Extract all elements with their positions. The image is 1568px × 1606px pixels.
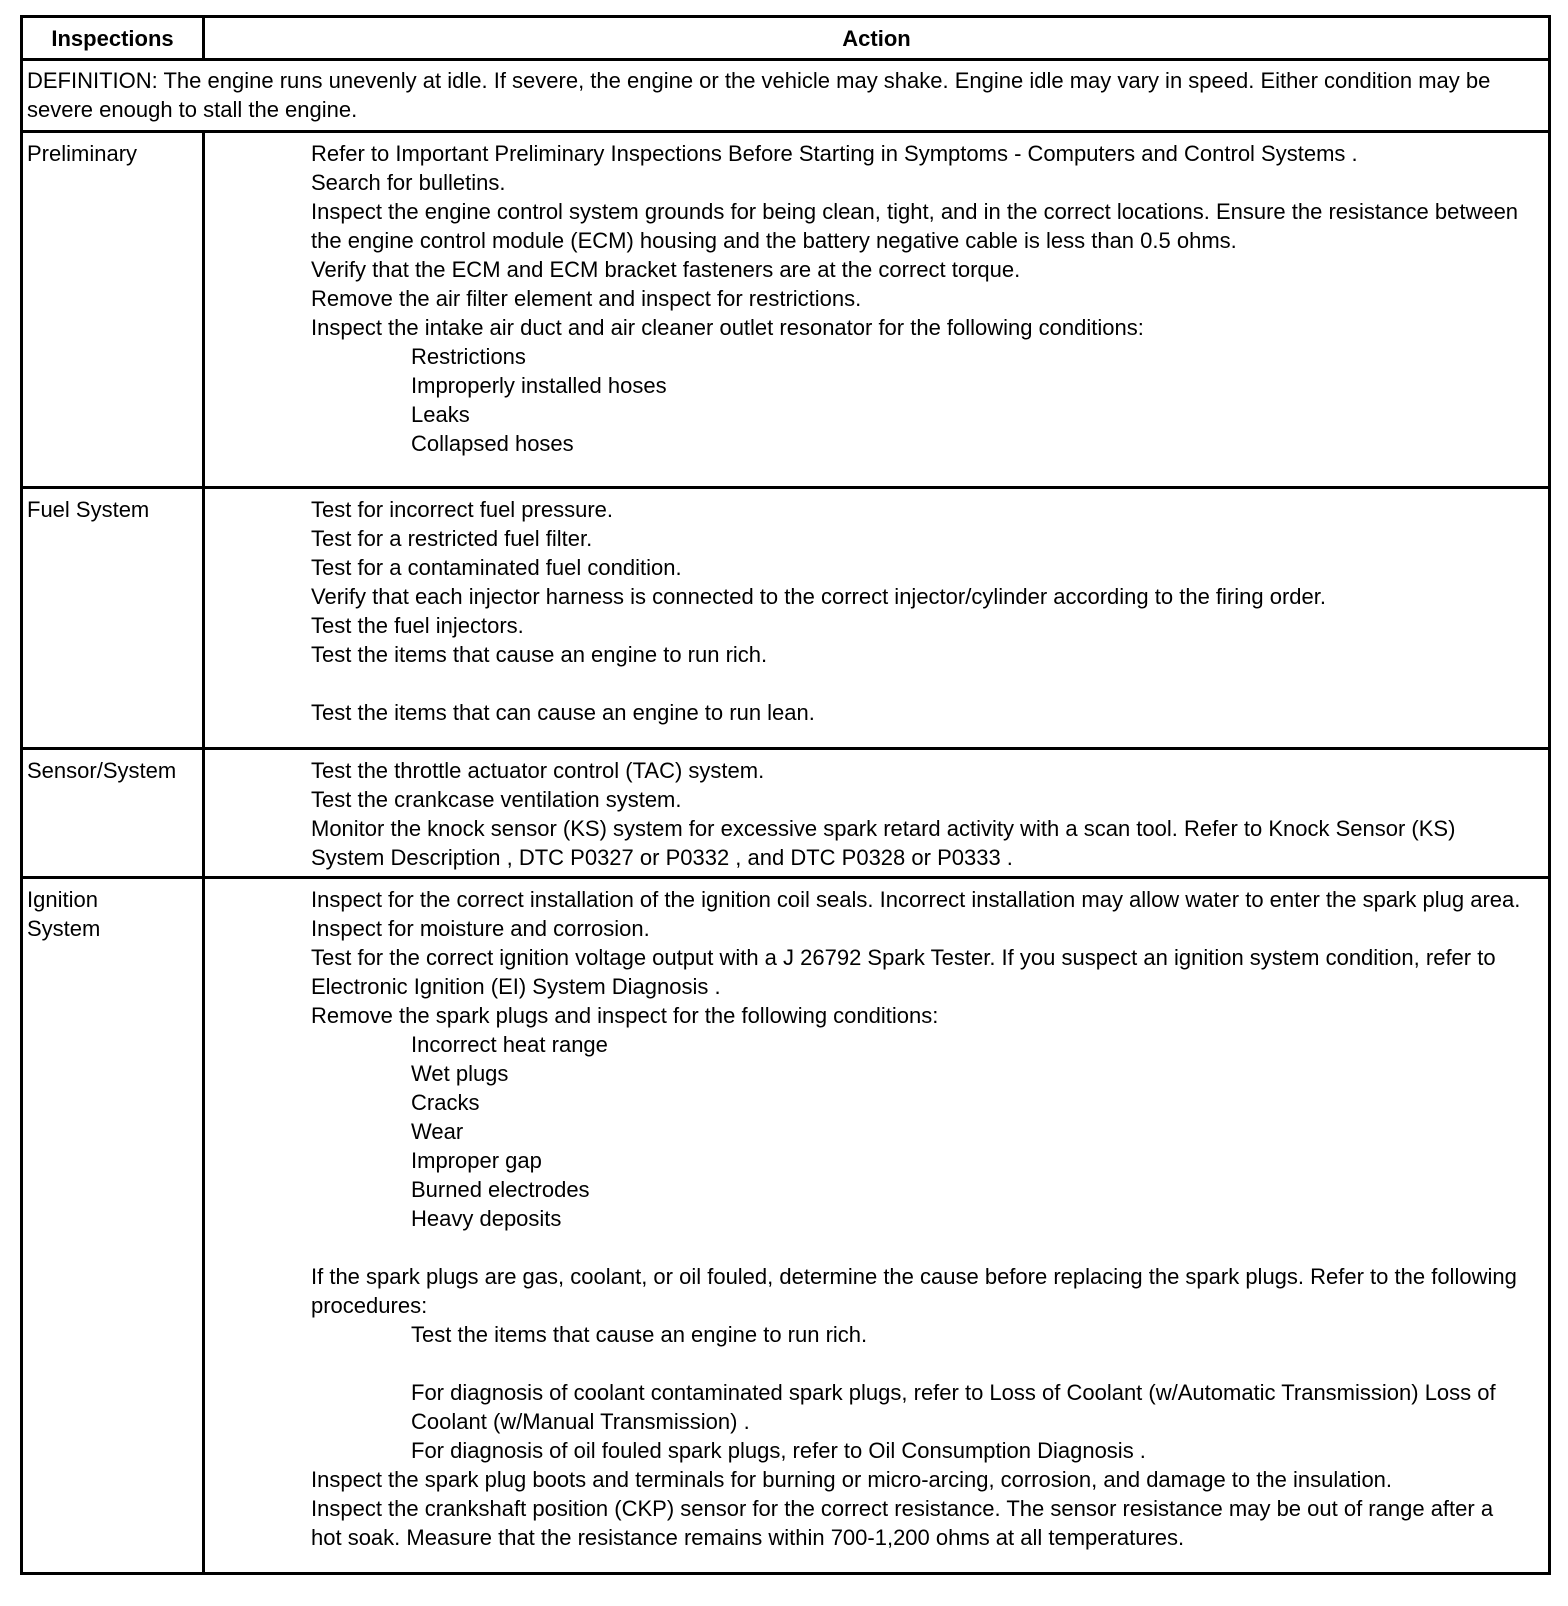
action-line: Inspect the crankshaft position (CKP) sensor for the correct resistance. The sensor resistance may be out of range after a hot soak. Measure that the resistance remains within 700-1,200 ohms at all temperatures.	[311, 1496, 1494, 1550]
label-line: Ignition	[27, 887, 98, 912]
action-line: Inspect the intake air duct and air cleaner outlet resonator for the following conditions:	[311, 315, 1144, 340]
rough-idle-inspection-table	[20, 15, 1551, 1575]
action-line: Test for a contaminated fuel condition.	[311, 555, 682, 580]
definition-row	[22, 60, 1550, 132]
sub-item: Wet plugs	[411, 1061, 509, 1086]
sub-item: Wear	[411, 1119, 464, 1144]
action-line: Monitor the knock sensor (KS) system for excessive spark retard activity with a scan tool. Refer to Knock Sensor (KS) System Description , DTC P0327 or P0332 , and DTC P0328 or P0333 .	[311, 816, 1456, 870]
table-row	[22, 878, 1550, 1574]
action-line: Test the crankcase ventilation system.	[311, 787, 682, 812]
sub-item: Cracks	[411, 1090, 480, 1115]
sub-item: Burned electrodes	[411, 1177, 590, 1202]
sub-item: Improperly installed hoses	[411, 373, 667, 398]
row-label-fuel-system: Fuel System	[22, 488, 204, 749]
sub-item: Heavy deposits	[411, 1206, 562, 1231]
action-line: Refer to Important Preliminary Inspections Before Starting in Symptoms - Computers and Control Systems .	[311, 141, 1358, 166]
spacer	[311, 1233, 1528, 1262]
sub-item: Collapsed hoses	[411, 431, 574, 456]
action-line: Inspect the engine control system grounds for being clean, tight, and in the correct locations. Ensure the resistance between the engine control module (ECM) housing and the battery negative cable is less than 0.5 ohms.	[311, 199, 1519, 253]
procedure-item: For diagnosis of oil fouled spark plugs, refer to Oil Consumption Diagnosis .	[411, 1438, 1146, 1463]
row-action-ignition-system	[204, 878, 1550, 1574]
action-line: Verify that each injector harness is connected to the correct injector/cylinder according to the firing order.	[311, 584, 1326, 609]
sub-item: Leaks	[411, 402, 470, 427]
definition-text: DEFINITION: The engine runs unevenly at idle. If severe, the engine or the vehicle may shake. Engine idle may vary in speed. Either condition may be severe enough to stall the engine.	[22, 60, 1550, 132]
header-action: Action	[204, 17, 1550, 60]
document-page	[20, 15, 1548, 1575]
action-line: Inspect the spark plug boots and terminals for burning or micro-arcing, corrosion, and damage to the insulation.	[311, 1467, 1393, 1492]
table-row	[22, 488, 1550, 749]
action-line: Test for incorrect fuel pressure.	[311, 497, 614, 522]
table-row	[22, 749, 1550, 878]
row-label-sensor-system: Sensor/System	[22, 749, 204, 878]
row-action-sensor-system	[204, 749, 1550, 878]
header-inspections: Inspections	[22, 17, 204, 60]
spacer	[311, 1349, 1528, 1378]
sub-item: Incorrect heat range	[411, 1032, 608, 1057]
sub-item: Improper gap	[411, 1148, 542, 1173]
procedure-item: Test the items that cause an engine to run rich.	[411, 1322, 868, 1347]
spacer	[311, 669, 1528, 698]
row-action-preliminary	[204, 132, 1550, 488]
table-row	[22, 132, 1550, 488]
action-line: Test the items that cause an engine to run rich.	[311, 642, 768, 667]
action-line: Test for a restricted fuel filter.	[311, 526, 593, 551]
row-action-fuel-system	[204, 488, 1550, 749]
action-line: Test the fuel injectors.	[311, 613, 524, 638]
action-line: Remove the air filter element and inspect for restrictions.	[311, 286, 862, 311]
sub-item: Restrictions	[411, 344, 526, 369]
label-line: System	[27, 916, 101, 941]
action-line: Inspect for the correct installation of the ignition coil seals. Incorrect installation may allow water to enter the spark plug area. Inspect for moisture and corrosion.	[311, 887, 1521, 941]
action-line: Test the items that can cause an engine to run lean.	[311, 700, 815, 725]
action-line: Search for bulletins.	[311, 170, 506, 195]
row-label-ignition-system	[22, 878, 204, 1574]
action-line: If the spark plugs are gas, coolant, or oil fouled, determine the cause before replacing the spark plugs. Refer to the following procedures:	[311, 1264, 1517, 1318]
row-label-preliminary: Preliminary	[22, 132, 204, 488]
header-row	[22, 17, 1550, 60]
action-line: Test for the correct ignition voltage output with a J 26792 Spark Tester. If you suspect an ignition system condition, refer to Electronic Ignition (EI) System Diagnosis .	[311, 945, 1496, 999]
procedure-item: For diagnosis of coolant contaminated spark plugs, refer to Loss of Coolant (w/Automatic Transmission) Loss of Coolant (w/Manual Transmission) .	[411, 1380, 1496, 1434]
action-line: Verify that the ECM and ECM bracket fasteners are at the correct torque.	[311, 257, 1021, 282]
action-line: Test the throttle actuator control (TAC) system.	[311, 758, 765, 783]
action-line: Remove the spark plugs and inspect for the following conditions:	[311, 1003, 939, 1028]
